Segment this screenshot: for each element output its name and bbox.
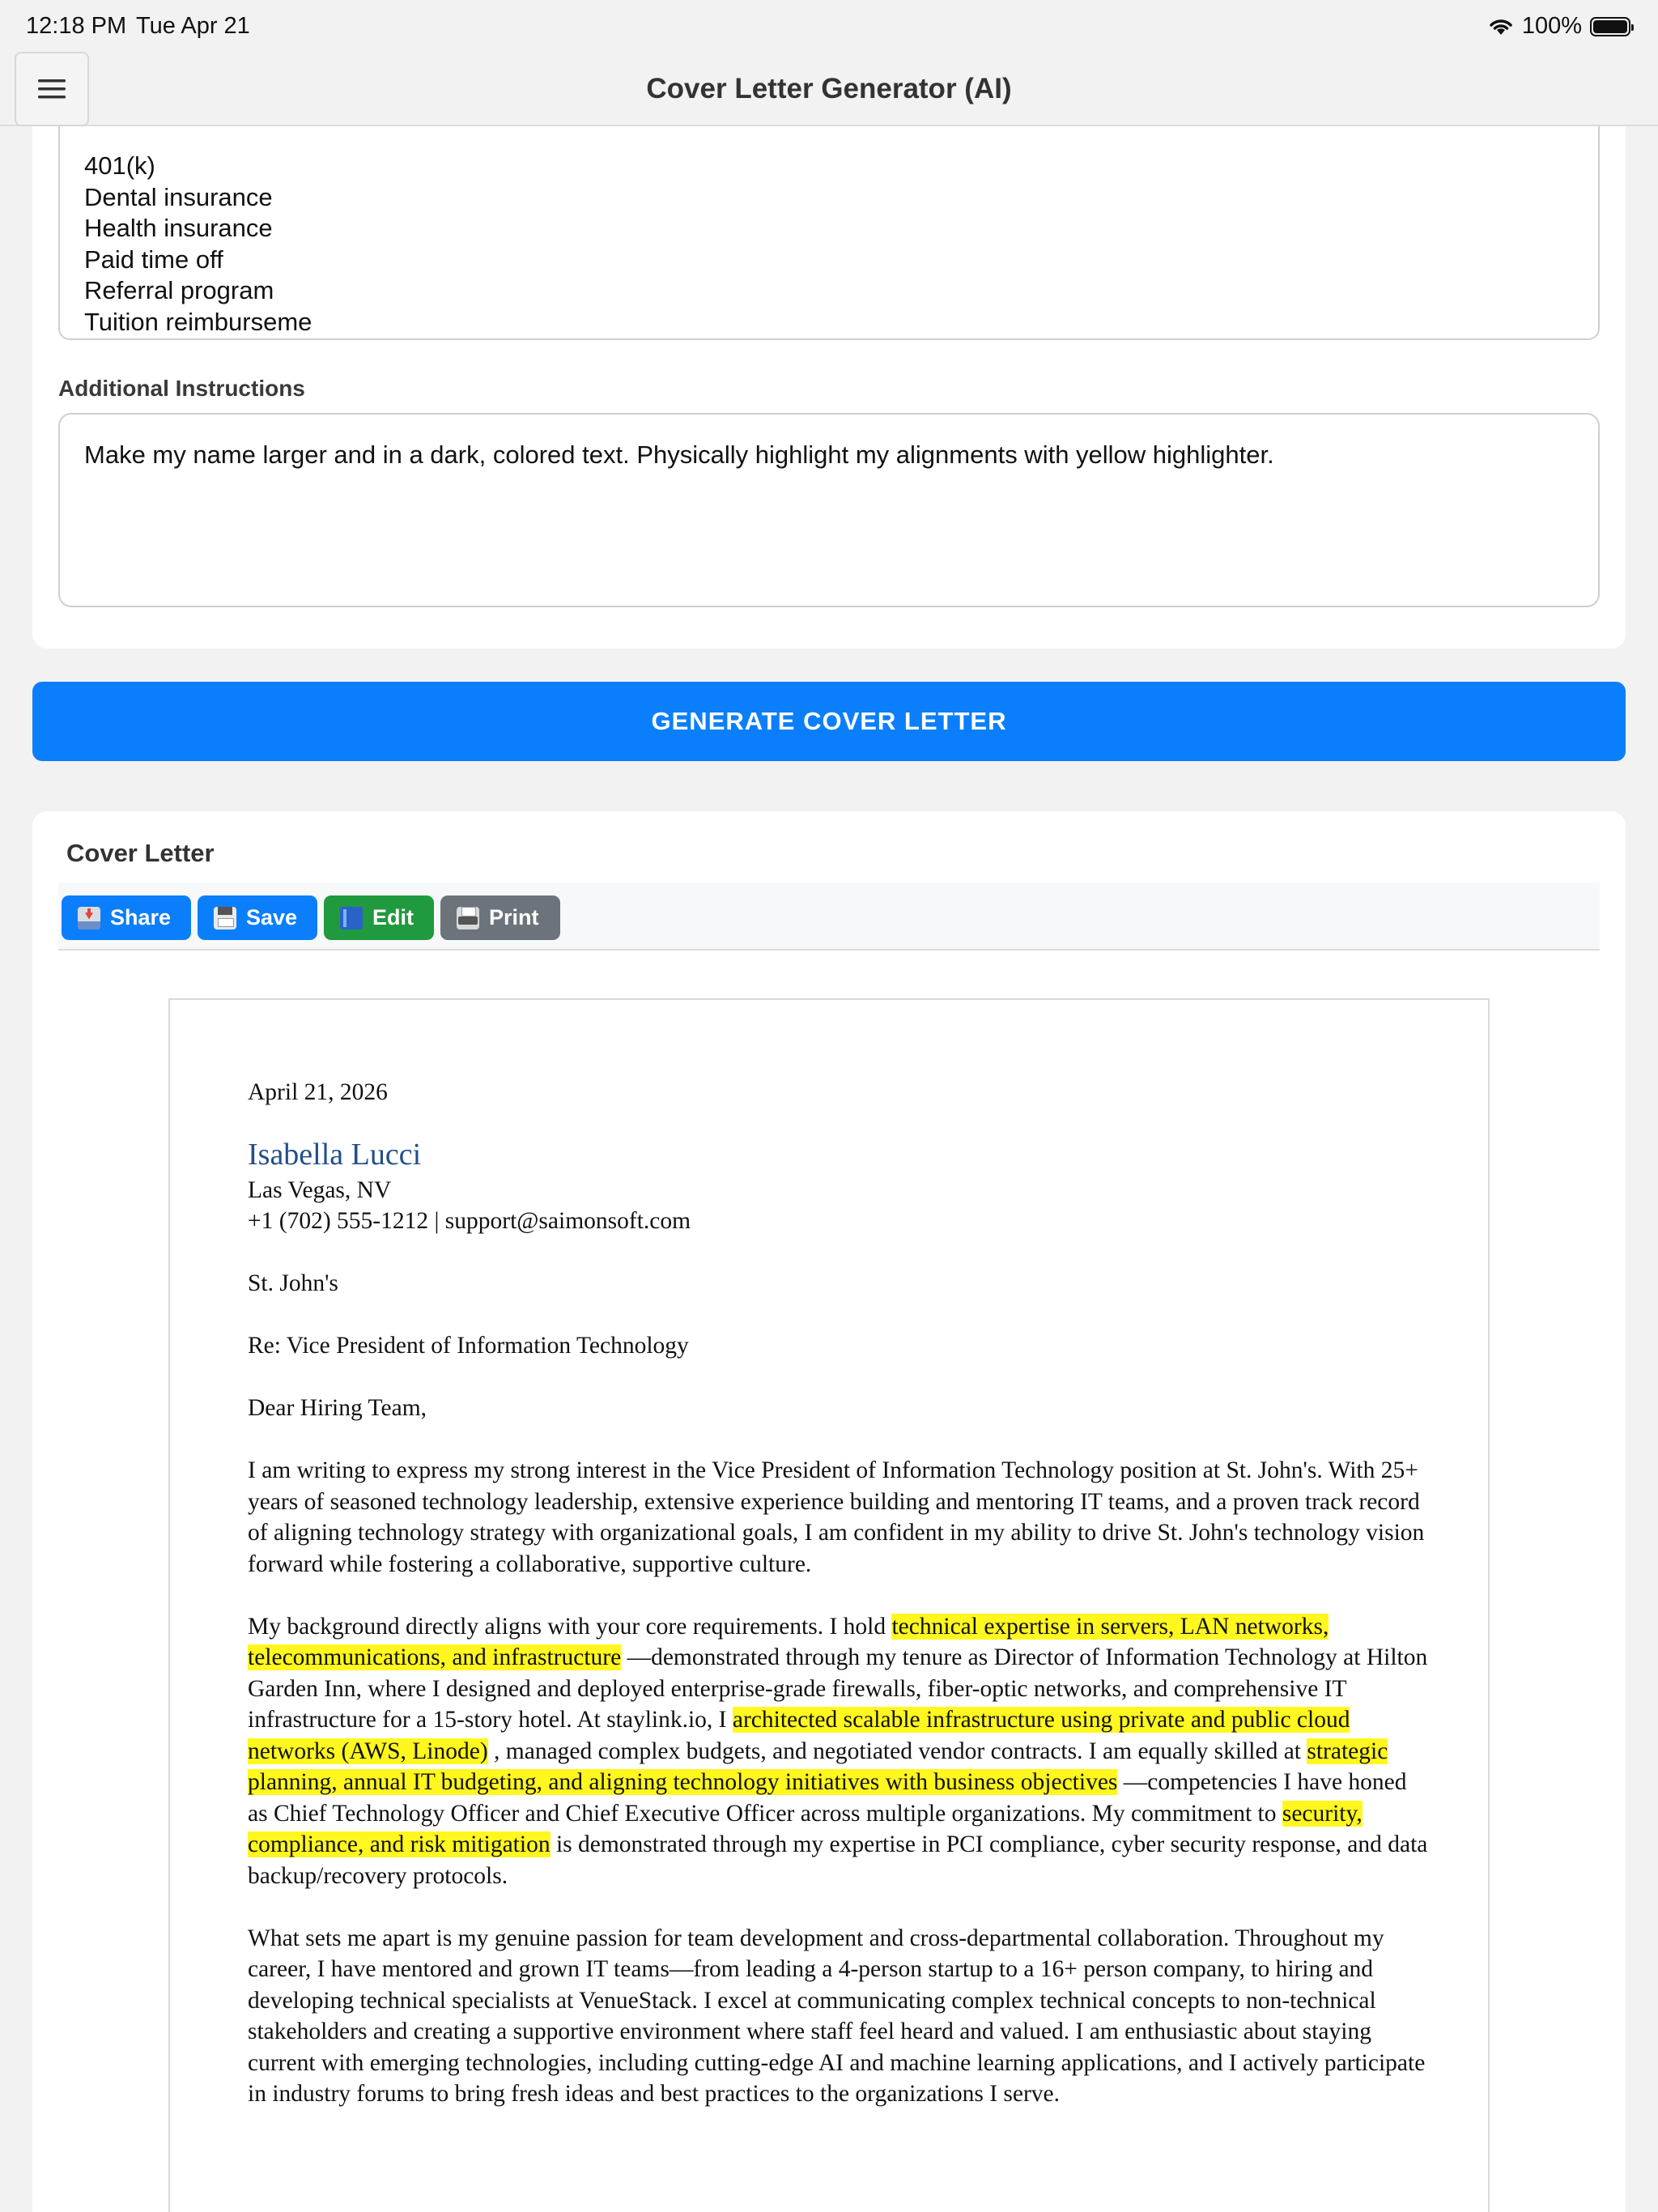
letter-toolbar bbox=[58, 883, 1600, 951]
sender-name: Isabella Lucci bbox=[248, 1137, 422, 1172]
book-icon bbox=[340, 907, 363, 929]
highlighted-alignment: strategic planning, annual IT budgeting, and aligning technology initiatives with business objectives bbox=[248, 1738, 1388, 1795]
status-date: Tue Apr 21 bbox=[136, 13, 250, 39]
nav-bar bbox=[0, 52, 1658, 126]
additional-instructions-label: Additional Instructions bbox=[58, 376, 305, 401]
save-button[interactable] bbox=[198, 895, 317, 940]
battery-icon bbox=[1590, 17, 1630, 36]
form-card bbox=[32, 126, 1626, 649]
salutation: Dear Hiring Team, bbox=[248, 1395, 427, 1421]
paragraph-text: My background directly aligns with your core requirements. I hold bbox=[248, 1613, 892, 1640]
wifi-icon bbox=[1488, 17, 1514, 36]
paragraph-text: —competencies I have honed as Chief Technology Officer and Chief Executive Officer across multiple organizations. My commitment to bbox=[248, 1769, 1407, 1827]
letter-paper bbox=[168, 998, 1490, 2212]
additional-instructions-textarea[interactable]: Make my name larger and in a dark, colored text. Physically highlight my alignments with yellow highlighter. bbox=[58, 413, 1600, 607]
battery-percent: 100% bbox=[1521, 13, 1582, 39]
paragraph-alignment bbox=[248, 1611, 1430, 1892]
paragraph-text: is demonstrated through my expertise in PCI compliance, cyber security response, and data backup/recovery protocols. bbox=[248, 1831, 1428, 1889]
page-title: Cover Letter Generator (AI) bbox=[646, 73, 1012, 104]
status-time: 12:18 PM bbox=[26, 13, 127, 39]
highlighted-alignment: technical expertise in servers, LAN networks, telecommunications, and infrastructure bbox=[248, 1613, 1329, 1670]
benefit-line: Tuition reimburseme bbox=[84, 307, 312, 336]
cover-letter-heading: Cover Letter bbox=[66, 839, 215, 867]
benefit-line: Paid time off bbox=[84, 245, 223, 274]
status-indicators bbox=[1488, 13, 1630, 40]
benefits-textarea[interactable] bbox=[58, 126, 1600, 340]
benefit-line: Referral program bbox=[84, 276, 274, 304]
paragraph-text: —demonstrated through my tenure as Director of Information Technology at Hilton Garden Inn, where I designed and deployed enterprise-grade firewalls, fiber-optic networks, and comprehensive IT infrastructure for a 15-story hotel. At staylink.io, I bbox=[248, 1644, 1428, 1733]
generate-cover-letter-button[interactable]: GENERATE COVER LETTER bbox=[32, 682, 1626, 761]
benefit-line: Health insurance bbox=[84, 214, 273, 242]
benefit-line: Dental insurance bbox=[84, 182, 273, 211]
letter-body bbox=[248, 1077, 1430, 2110]
print-button[interactable] bbox=[440, 895, 560, 940]
paragraph-intro: I am writing to express my strong interest in the Vice President of Information Technology position at St. John's. With 25+ years of seasoned technology leadership, extensive experience building and mentoring IT teams, and a proven track record of aligning technology strategy with organizational goals, I am confident in my ability to drive St. John's technology vision forward while fostering a collaborative, supportive culture. bbox=[248, 1457, 1425, 1577]
printer-icon bbox=[457, 907, 479, 929]
letter-date: April 21, 2026 bbox=[248, 1079, 388, 1105]
save-label: Save bbox=[246, 905, 298, 929]
cover-letter-card bbox=[32, 811, 1626, 2212]
status-bar bbox=[0, 0, 1658, 52]
edit-button[interactable] bbox=[324, 895, 434, 940]
recipient: St. John's bbox=[248, 1270, 338, 1296]
floppy-disk-icon bbox=[214, 907, 236, 929]
sender-contact: +1 (702) 555-1212 | support@saimonsoft.com bbox=[248, 1208, 691, 1234]
highlighted-alignment: security, compliance, and risk mitigation bbox=[248, 1800, 1363, 1857]
benefit-line: 401(k) bbox=[84, 151, 155, 180]
outbox-icon bbox=[78, 907, 100, 929]
print-label: Print bbox=[489, 905, 539, 929]
subject-line: Re: Vice President of Information Technology bbox=[248, 1333, 689, 1359]
highlighted-alignment: architected scalable infrastructure using private and public cloud networks (AWS, Linode) bbox=[248, 1707, 1350, 1764]
paragraph-differentiator: What sets me apart is my genuine passion for team development and cross-departmental collaboration. Throughout my career, I have mentored and grown IT teams—from leading a 4-person startup to a 16+ person company, to hiring and developing technical specialists at VenueStack. I excel at communicating complex technical concepts to non-technical stakeholders and creating a supportive environment where staff feel heard and valued. I am enthusiastic about staying current with emerging technologies, including cutting-edge AI and machine learning applications, and I actively participate in industry forums to bring fresh ideas and best practices to the organizations I serve. bbox=[248, 1925, 1426, 2107]
edit-label: Edit bbox=[372, 905, 414, 929]
share-button[interactable] bbox=[62, 895, 191, 940]
share-label: Share bbox=[110, 905, 172, 929]
sender-location: Las Vegas, NV bbox=[248, 1176, 392, 1203]
paragraph-text: , managed complex budgets, and negotiated vendor contracts. I am equally skilled at bbox=[487, 1738, 1307, 1764]
